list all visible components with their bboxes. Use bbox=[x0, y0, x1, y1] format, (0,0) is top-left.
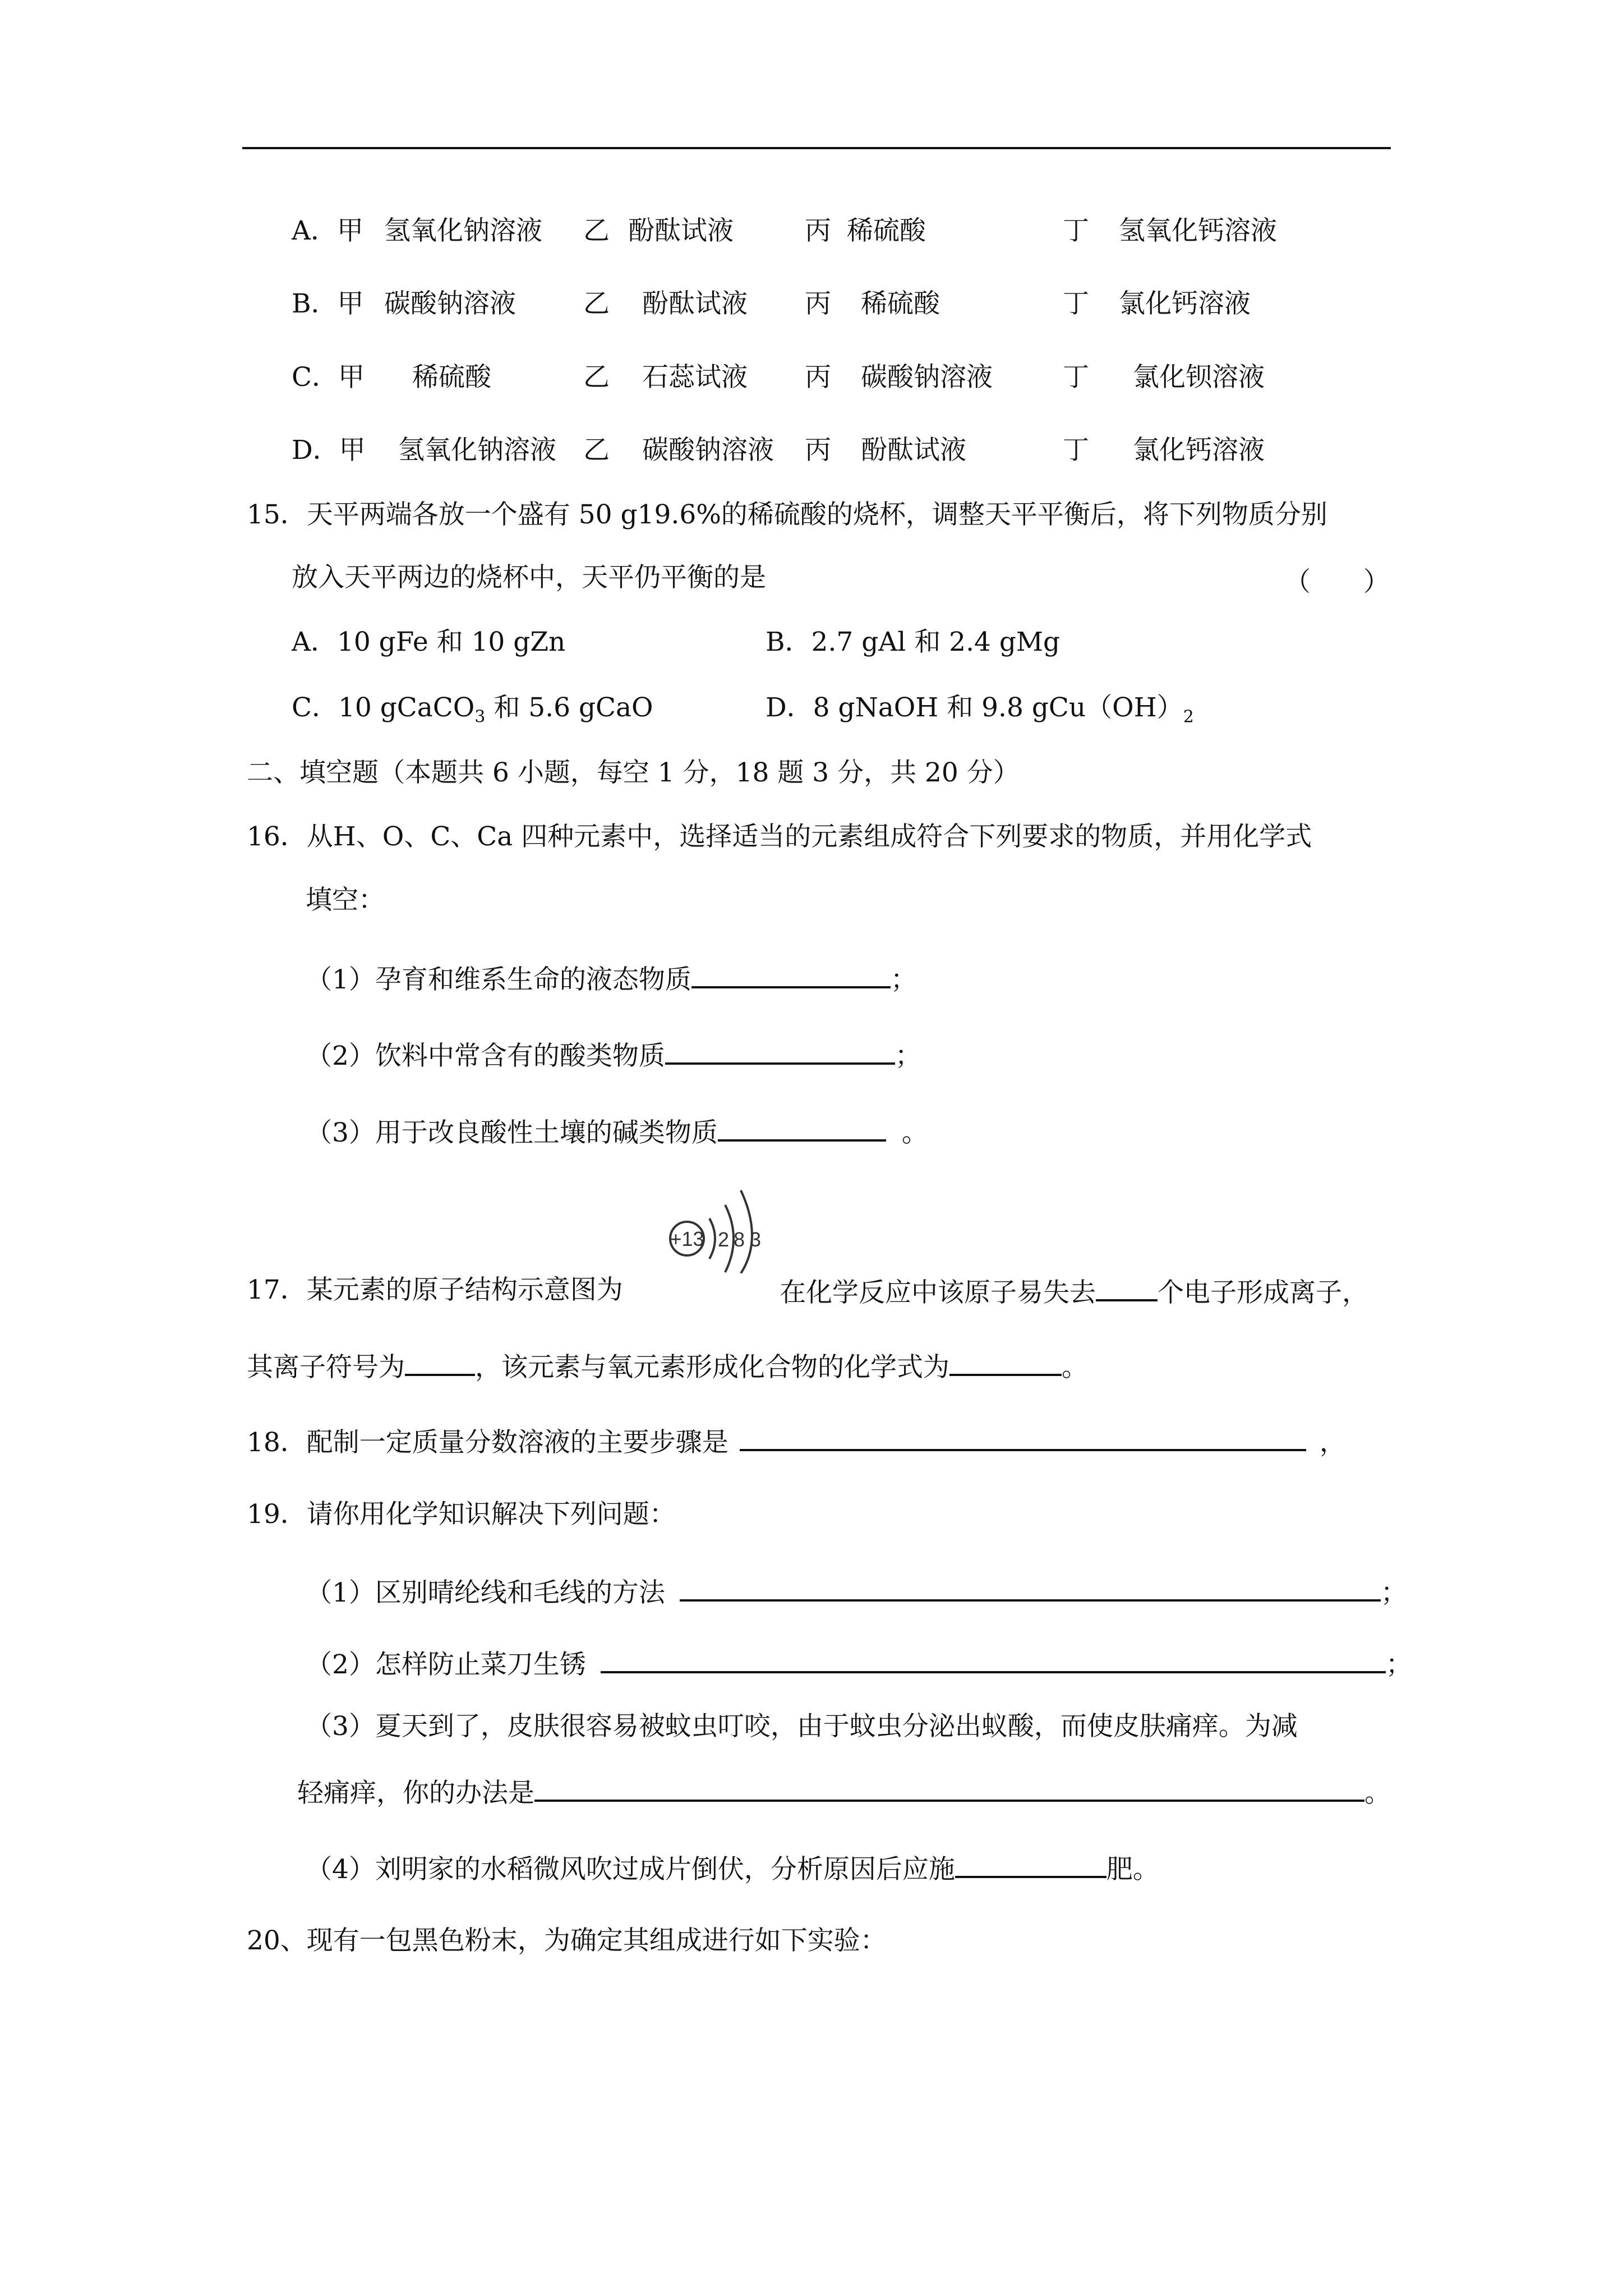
q15-option-d: D．8 gNaOH 和 9.8 $gCu(OH)_2$ bbox=[766, 692, 1194, 727]
q17-stem-line1-cont: 在化学反应中该原子易失去 个电子形成离子， bbox=[780, 1273, 1368, 1310]
q19-item-3-line1: （3）夏天到了，皮肤很容易被蚊虫叮咬，由于蚊虫分泌出蚁酸，而使皮肤痛痒。为减 bbox=[306, 1711, 1298, 1742]
nucleus-charge: +13 bbox=[670, 1227, 704, 1250]
shell-electrons-1: 2 bbox=[718, 1228, 730, 1251]
q17-stem-line2: 其离子符号为 ，该元素与氧元素形成化合物的化学式为 。 bbox=[247, 1348, 1088, 1384]
q18-stem: 18．配制一定质量分数溶液的主要步骤是 ， bbox=[247, 1423, 1346, 1460]
exam-page: A．甲 氢氧化钠溶液 乙 酚酞试液 丙 稀硫酸 丁 氢氧化钙溶液 B．甲 碳酸钠溶液 乙 酚酞试液 丙 稀硫酸 丁 氯化钙溶液 C．甲 稀硫酸 乙 石蕊试液 丙 碳酸钠溶液 丁 氯化钡溶液 D．甲 氢氧化钠溶液 乙 碳酸钠溶液 丙 酚酞试液 丁 氯化钙溶液 15．天平两端各放一个盛有 50 g19.6%的稀硫酸的烧杯，调整天平平衡后，将下列物质分别 放入天平两边的烧杯中，天平仍平衡的是 （ ） A．10 gFe 和 10 gZn B．2.7 gAl 和 2.4 gMg C．10 gCaCO$_3$ 和 5.6 gCaO D．8 gNaOH 和 9.8 $gCu(OH)_2$ 二、填空题（本题共 6 小题，每空 1 分，18 题 3 分，共 20 分） 16．从H、O、C、Ca 四种元素中，选择适当的元素组成符合下列要求的物质，并用化学式 填空： （1）孕育和维系生命的液态物质 ； （2）饮料中常含有的酸类物质 ； （3）用于改良酸性土壤的碱类物质 。 +13 2 8 3 17．某元素的原子结构示意图为 在化学反应中该原子易失去 个电子形成离子， 其离子符号为 ，该元素与氧元素形成化合物的化学式为 。 18．配制一定质量分数溶液的主要步骤是 ， 19．请你用化学知识解决下列问题： （1）区别晴纶线和毛线的方法 ； （2）怎样防止菜刀生锈 ； （3）夏天到了，皮肤很容易被蚊虫叮咬，由于蚊虫分泌出蚁酸，而使皮肤痛痒。为减 轻痛痒，你的办法是 。 （4）刘明家的水稻微风吹过成片倒伏，分析原因后应施 肥。 20、现有一包黑色粉末，为确定其组成进行如下实验： bbox=[0, 0, 1623, 2296]
q19-item-4: （4）刘明家的水稻微风吹过成片倒伏，分析原因后应施 肥。 bbox=[306, 1850, 1159, 1887]
answer-blank[interactable] bbox=[601, 1645, 1386, 1673]
answer-blank[interactable] bbox=[405, 1348, 475, 1376]
answer-blank[interactable] bbox=[534, 1774, 1364, 1802]
answer-blank[interactable] bbox=[691, 960, 891, 988]
q16-item-3: （3）用于改良酸性土壤的碱类物质 。 bbox=[306, 1114, 928, 1150]
q17-stem-line1: 17．某元素的原子结构示意图为 bbox=[247, 1274, 623, 1305]
section-heading: 二、填空题（本题共 6 小题，每空 1 分，18 题 3 分，共 20 分） bbox=[247, 757, 1020, 788]
electron-shell-1 bbox=[709, 1218, 715, 1259]
shell-electrons-3: 3 bbox=[750, 1228, 762, 1251]
q16-item-2: （2）饮料中常含有的酸类物质 ； bbox=[306, 1037, 921, 1073]
q16-item-1: （1）孕育和维系生命的液态物质 ； bbox=[306, 960, 917, 997]
answer-parentheses: （ ） bbox=[1284, 567, 1390, 597]
q16-stem-line2: 填空： bbox=[306, 885, 385, 915]
answer-blank[interactable] bbox=[1096, 1273, 1158, 1301]
q19-title: 19．请你用化学知识解决下列问题： bbox=[247, 1499, 676, 1530]
q15-stem-line1: 15．天平两端各放一个盛有 50 g19.6%的稀硫酸的烧杯，调整天平平衡后，将下列物质分别 bbox=[247, 499, 1327, 530]
header-rule bbox=[242, 147, 1391, 149]
q15-option-b: B．2.7 gAl 和 2.4 gMg bbox=[766, 627, 1061, 657]
q20-stem: 20、现有一包黑色粉末，为确定其组成进行如下实验： bbox=[247, 1925, 887, 1956]
shell-electrons-2: 8 bbox=[734, 1228, 745, 1251]
answer-blank[interactable] bbox=[955, 1850, 1106, 1878]
q19-item-3-line2: 轻痛痒，你的办法是 。 bbox=[297, 1774, 1391, 1810]
q15-stem-line2: 放入天平两边的烧杯中，天平仍平衡的是 bbox=[292, 562, 766, 593]
q16-stem-line1: 16．从H、O、C、Ca 四种元素中，选择适当的元素组成符合下列要求的物质，并用化学式 bbox=[247, 821, 1312, 852]
q19-item-2: （2）怎样防止菜刀生锈 ； bbox=[306, 1645, 1412, 1682]
q15-option-c: C．10 gCaCO$_3$ 和 5.6 gCaO bbox=[292, 692, 653, 727]
answer-blank[interactable] bbox=[949, 1348, 1062, 1376]
q19-item-1: （1）区别晴纶线和毛线的方法 ； bbox=[306, 1573, 1407, 1610]
answer-blank[interactable] bbox=[740, 1423, 1306, 1451]
answer-blank[interactable] bbox=[680, 1573, 1381, 1602]
q15-option-a: A．10 gFe 和 10 gZn bbox=[292, 627, 566, 657]
answer-blank[interactable] bbox=[665, 1037, 895, 1065]
atom-structure-diagram bbox=[665, 1178, 766, 1273]
answer-blank[interactable] bbox=[718, 1114, 886, 1142]
